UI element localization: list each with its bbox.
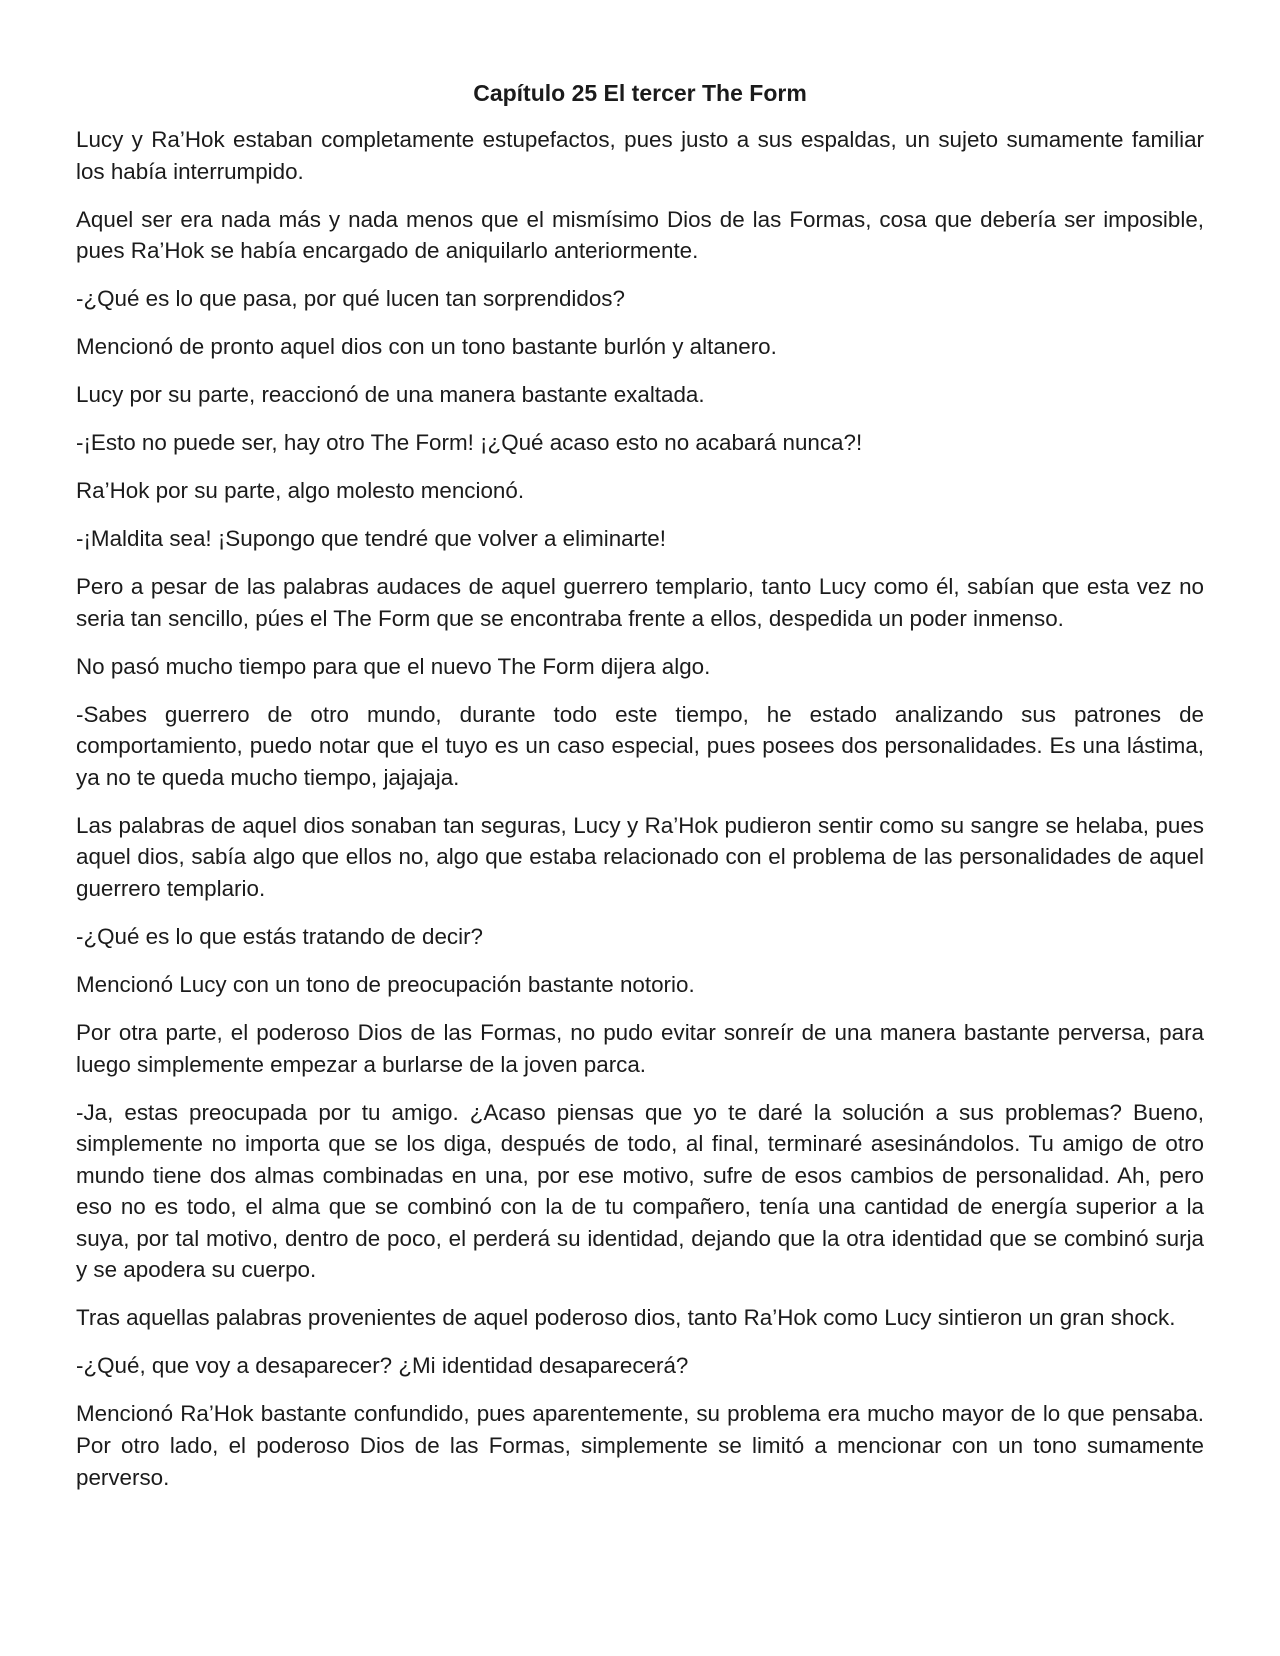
paragraph: Lucy por su parte, reaccionó de una manera bastante exaltada. — [76, 382, 705, 408]
paragraph: Por otra parte, el poderoso Dios de las Formas, no pudo evitar sonreír de una manera bastante perversa, para luego simplemente empezar a burlarse de la joven parca. — [76, 1019, 1204, 1077]
paragraph: Aquel ser era nada más y nada menos que el mismísimo Dios de las Formas, cosa que debería ser imposible, pues Ra’Hok se había encargado de aniquilarlo anteriormente. — [76, 206, 1204, 264]
paragraph: Lucy y Ra’Hok estaban completamente estupefactos, pues justo a sus espaldas, un sujeto sumamente familiar los había interrumpido. — [76, 127, 1204, 184]
paragraph: -¿Qué es lo que estás tratando de decir? — [76, 923, 484, 949]
paragraph: Mencionó Lucy con un tono de preocupación bastante notorio. — [76, 971, 695, 997]
paragraph: Ra’Hok por su parte, algo molesto mencionó. — [76, 478, 525, 504]
paragraph: -¡Maldita sea! ¡Supongo que tendré que volver a eliminarte! — [76, 526, 666, 552]
paragraph: Tras aquellas palabras provenientes de aquel poderoso dios, tanto Ra’Hok como Lucy sintieron un gran shock. — [76, 1305, 1176, 1331]
paragraph: -Ja, estas preocupada por tu amigo. ¿Acaso piensas que yo te daré la solución a sus problemas? Bueno, simplemente no importa que se los diga, después de todo, al final, terminaré asesinándolos. Tu amigo de otro mundo tiene dos almas combinadas en una, por ese motivo, sufre de esos cambios de personalidad. Ah, pero eso no es todo, el alma que se combinó con la de tu compañero, tenía una cantidad de energía superior a la suya, por tal motivo, dentro de poco, el perderá su identidad, dejando que la otra identidad que se combinó surja y se apodera su cuerpo. — [76, 1099, 1204, 1283]
paragraph: -¡Esto no puede ser, hay otro The Form! ¡¿Qué acaso esto no acabará nunca?! — [76, 430, 863, 456]
paragraph: Pero a pesar de las palabras audaces de aquel guerrero templario, tanto Lucy como él, sabían que esta vez no seria tan sencillo, púes el The Form que se encontraba frente a ellos, despedida un poder inmenso. — [76, 574, 1204, 631]
paragraph: No pasó mucho tiempo para que el nuevo The Form dijera algo. — [76, 653, 711, 679]
paragraph: -¿Qué es lo que pasa, por qué lucen tan sorprendidos? — [76, 286, 625, 312]
chapter-title: Capítulo 25 El tercer The Form — [473, 80, 807, 106]
paragraph: Mencionó Ra’Hok bastante confundido, pues aparentemente, su problema era mucho mayor de lo que pensaba. Por otro lado, el poderoso Dios de las Formas, simplemente se limitó a mencionar con un tono sumamente perverso. — [76, 1401, 1204, 1490]
paragraph: Mencionó de pronto aquel dios con un tono bastante burlón y altanero. — [76, 334, 777, 360]
paragraph: -Sabes guerrero de otro mundo, durante todo este tiempo, he estado analizando sus patrones de comportamiento, puedo notar que el tuyo es un caso especial, pues posees dos personalidades. Es una lástima, ya no te queda mucho tiempo, jajajaja. — [76, 701, 1204, 790]
paragraph: Las palabras de aquel dios sonaban tan seguras, Lucy y Ra’Hok pudieron sentir como su sangre se helaba, pues aquel dios, sabía algo que ellos no, algo que estaba relacionado con el problema de las personalidades de aquel guerrero templario. — [76, 812, 1204, 901]
paragraph: -¿Qué, que voy a desaparecer? ¿Mi identidad desaparecerá? — [76, 1353, 689, 1379]
